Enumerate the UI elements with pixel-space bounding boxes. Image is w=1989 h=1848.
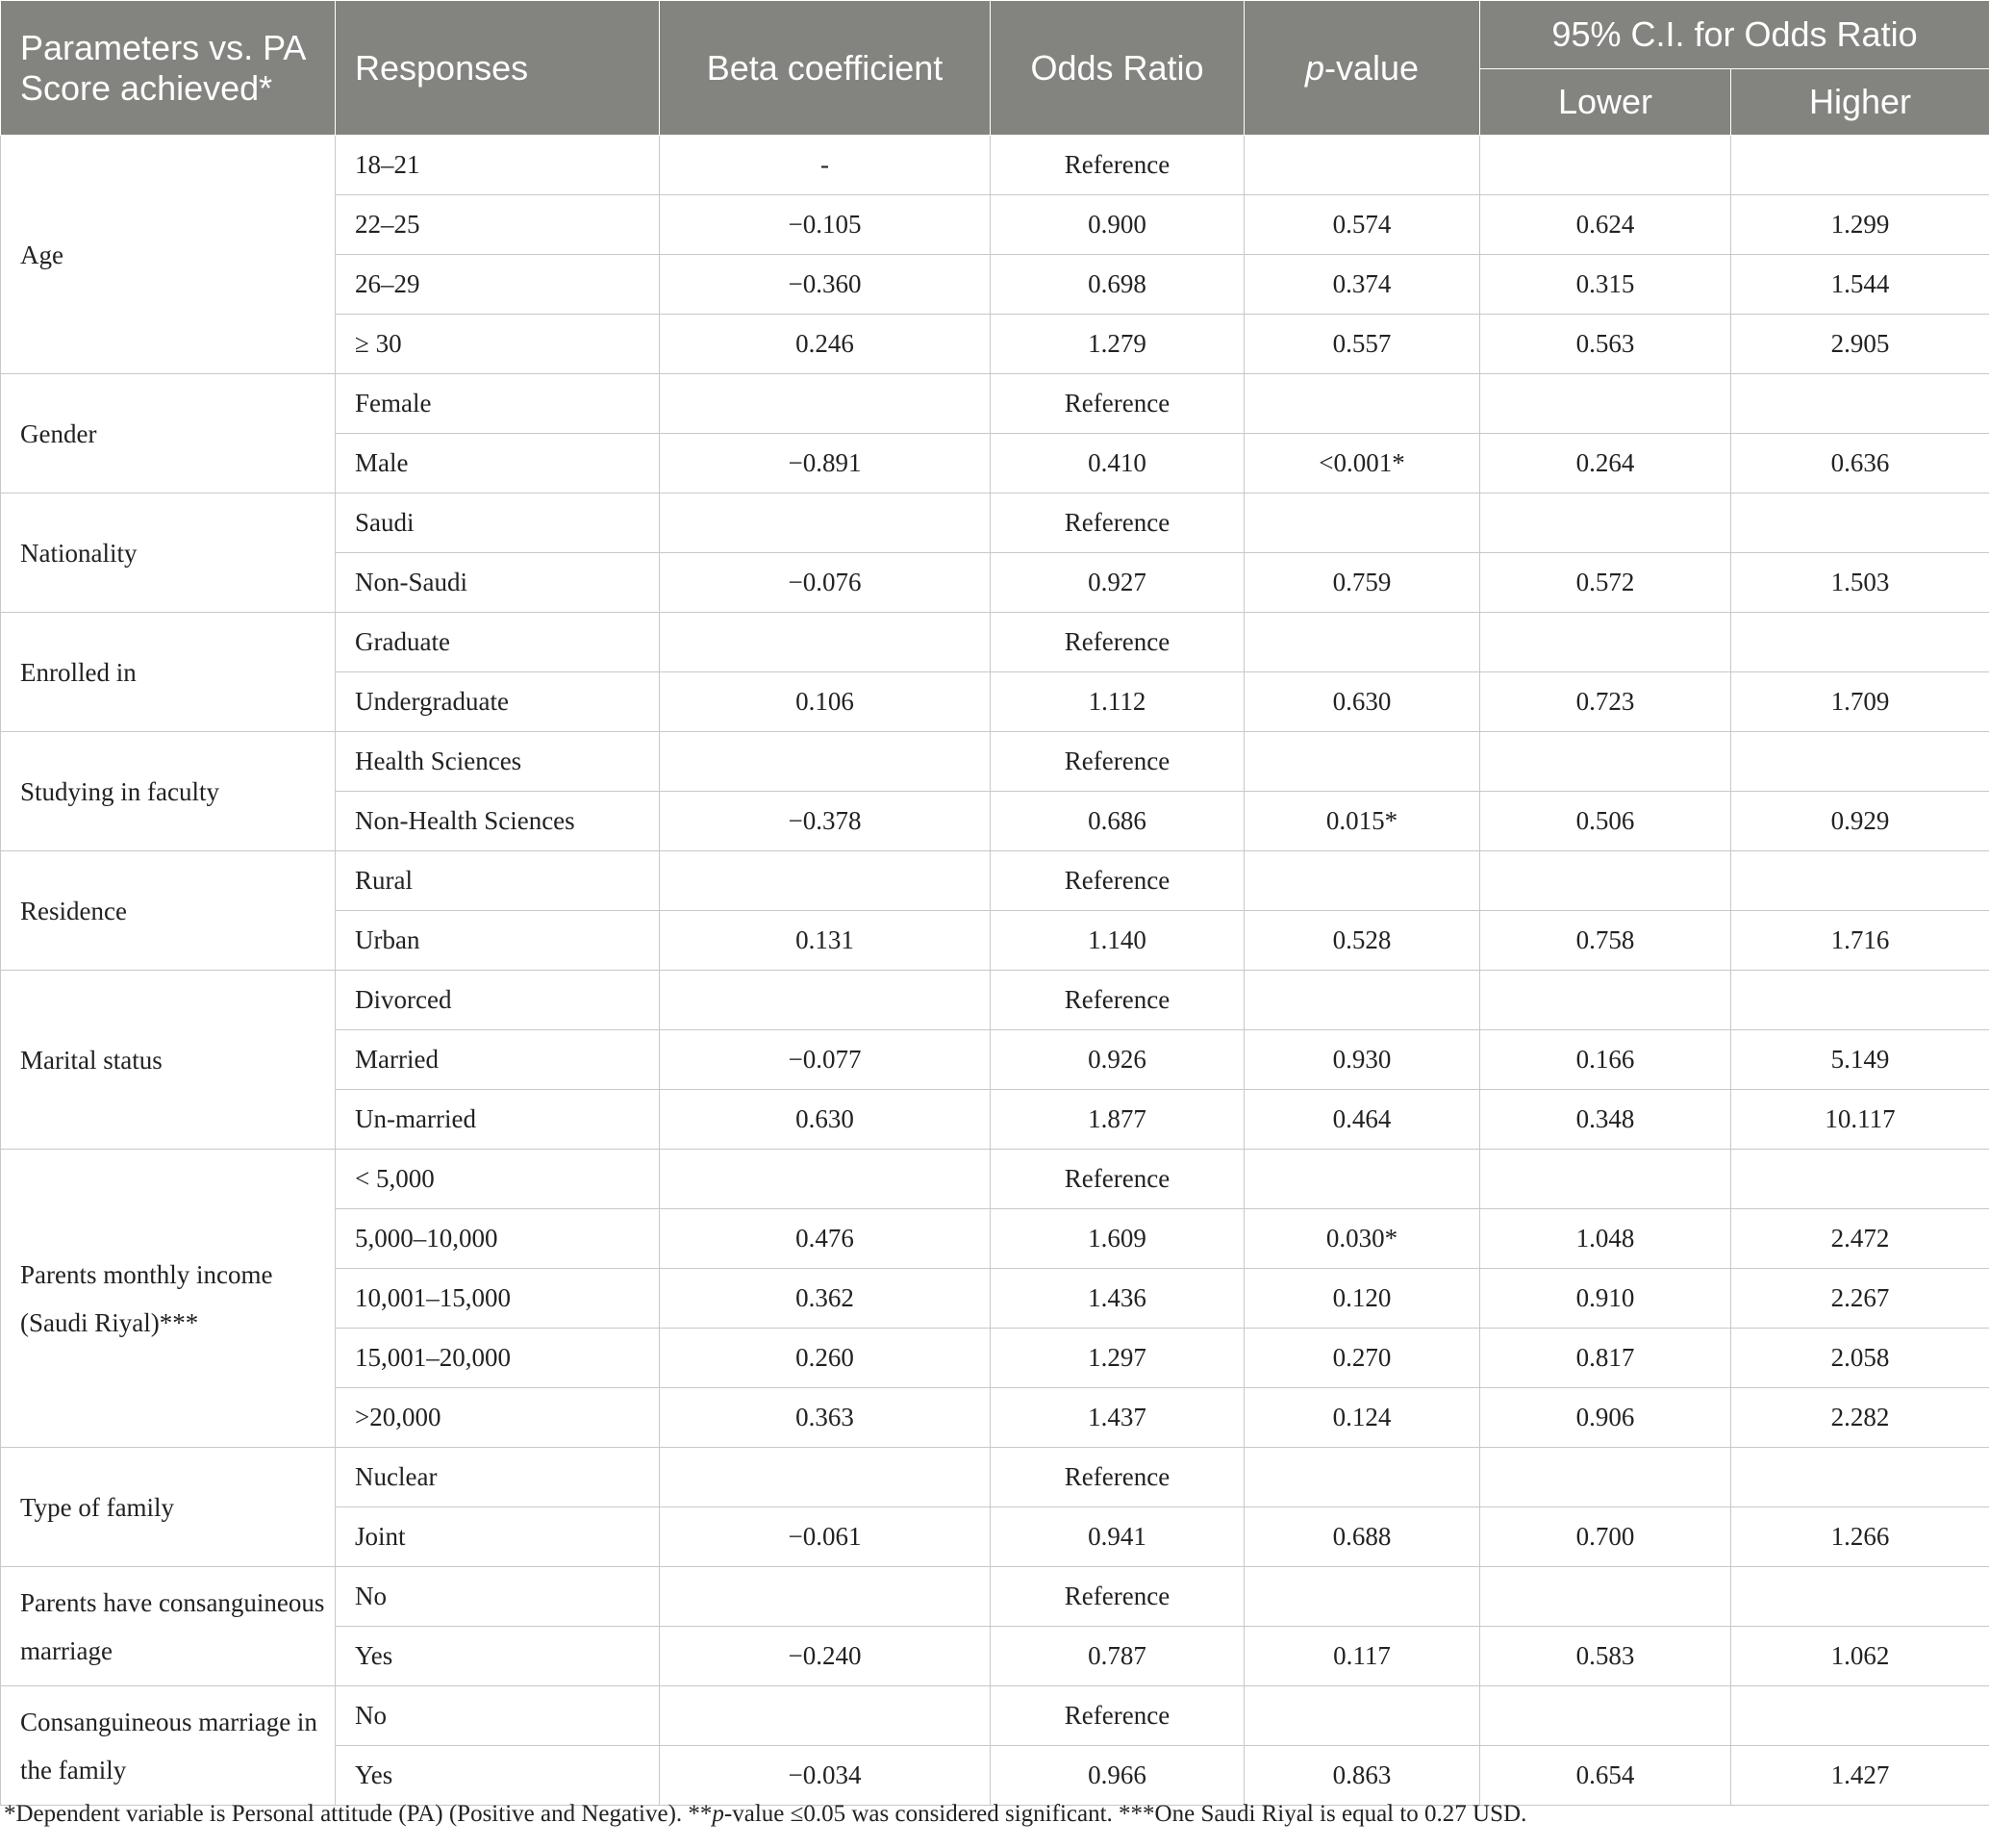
ci-higher-cell <box>1731 732 1989 792</box>
beta-cell: −0.061 <box>660 1507 991 1567</box>
response-cell: Male <box>336 434 660 494</box>
odds-ratio-cell: 1.436 <box>991 1269 1245 1329</box>
p-value-cell: 0.630 <box>1245 672 1480 732</box>
ci-higher-cell: 5.149 <box>1731 1030 1989 1090</box>
header-p-value <box>1245 1 1480 136</box>
odds-ratio-cell: Reference <box>991 732 1245 792</box>
p-value-cell <box>1245 374 1480 434</box>
ci-higher-cell: 1.709 <box>1731 672 1989 732</box>
beta-cell <box>660 613 991 672</box>
odds-ratio-cell: 1.279 <box>991 315 1245 374</box>
response-cell: 10,001–15,000 <box>336 1269 660 1329</box>
odds-ratio-cell: Reference <box>991 136 1245 195</box>
ci-higher-cell <box>1731 374 1989 434</box>
p-value-cell <box>1245 1150 1480 1209</box>
response-cell: ≥ 30 <box>336 315 660 374</box>
p-value-cell: 0.117 <box>1245 1627 1480 1686</box>
ci-higher-cell: 2.058 <box>1731 1329 1989 1388</box>
ci-lower-cell: 1.048 <box>1480 1209 1731 1269</box>
p-value-cell: 0.528 <box>1245 911 1480 971</box>
beta-cell <box>660 1567 991 1627</box>
p-value-cell: 0.759 <box>1245 553 1480 613</box>
beta-cell: 0.260 <box>660 1329 991 1388</box>
odds-ratio-cell: 1.609 <box>991 1209 1245 1269</box>
response-cell: Saudi <box>336 494 660 553</box>
odds-ratio-cell: 0.698 <box>991 255 1245 315</box>
ci-higher-cell: 1.503 <box>1731 553 1989 613</box>
odds-ratio-cell: 1.437 <box>991 1388 1245 1448</box>
response-cell: No <box>336 1686 660 1746</box>
ci-lower-cell: 0.348 <box>1480 1090 1731 1150</box>
ci-lower-cell <box>1480 851 1731 911</box>
ci-lower-cell <box>1480 1448 1731 1507</box>
header-beta: Beta coefficient <box>660 1 991 136</box>
parameter-cell: Enrolled in <box>1 613 336 732</box>
response-cell: Undergraduate <box>336 672 660 732</box>
ci-higher-cell: 1.266 <box>1731 1507 1989 1567</box>
table-row <box>1 613 1989 672</box>
ci-higher-cell <box>1731 851 1989 911</box>
response-cell: Yes <box>336 1746 660 1806</box>
p-value-cell: <0.001* <box>1245 434 1480 494</box>
odds-ratio-cell: Reference <box>991 1686 1245 1746</box>
beta-cell <box>660 732 991 792</box>
ci-higher-cell: 1.427 <box>1731 1746 1989 1806</box>
ci-higher-cell <box>1731 1567 1989 1627</box>
ci-lower-cell: 0.506 <box>1480 792 1731 851</box>
p-value-cell: 0.930 <box>1245 1030 1480 1090</box>
ci-lower-cell: 0.315 <box>1480 255 1731 315</box>
beta-cell: −0.378 <box>660 792 991 851</box>
parameter-cell: Parents have consanguineous marriage <box>1 1567 336 1686</box>
beta-cell: 0.106 <box>660 672 991 732</box>
beta-cell: 0.363 <box>660 1388 991 1448</box>
ci-lower-cell: 0.910 <box>1480 1269 1731 1329</box>
ci-lower-cell: 0.264 <box>1480 434 1731 494</box>
response-cell: Un-married <box>336 1090 660 1150</box>
p-value-cell: 0.374 <box>1245 255 1480 315</box>
beta-cell: 0.131 <box>660 911 991 971</box>
response-cell: Nuclear <box>336 1448 660 1507</box>
p-value-cell: 0.688 <box>1245 1507 1480 1567</box>
ci-lower-cell <box>1480 136 1731 195</box>
odds-ratio-cell: 1.140 <box>991 911 1245 971</box>
odds-ratio-cell: 0.941 <box>991 1507 1245 1567</box>
odds-ratio-cell: Reference <box>991 851 1245 911</box>
odds-ratio-cell: 1.297 <box>991 1329 1245 1388</box>
table-row <box>1 732 1989 792</box>
parameter-cell: Type of family <box>1 1448 336 1567</box>
table-footnote <box>0 1801 1989 1828</box>
table-body <box>1 136 1989 1806</box>
odds-ratio-cell: Reference <box>991 1150 1245 1209</box>
p-value-cell: 0.124 <box>1245 1388 1480 1448</box>
ci-higher-cell <box>1731 1150 1989 1209</box>
ci-higher-cell <box>1731 971 1989 1030</box>
beta-cell <box>660 374 991 434</box>
ci-higher-cell: 1.299 <box>1731 195 1989 255</box>
odds-ratio-cell: 1.877 <box>991 1090 1245 1150</box>
odds-ratio-cell: 0.927 <box>991 553 1245 613</box>
beta-cell: 0.476 <box>660 1209 991 1269</box>
p-value-cell: 0.574 <box>1245 195 1480 255</box>
p-value-cell: 0.863 <box>1245 1746 1480 1806</box>
ci-lower-cell: 0.817 <box>1480 1329 1731 1388</box>
ci-higher-cell: 2.472 <box>1731 1209 1989 1269</box>
odds-ratio-cell: Reference <box>991 1448 1245 1507</box>
table-row <box>1 1150 1989 1209</box>
footnote-p-italic: p <box>712 1801 724 1827</box>
odds-ratio-cell: Reference <box>991 613 1245 672</box>
response-cell: Non-Saudi <box>336 553 660 613</box>
ci-lower-cell <box>1480 1150 1731 1209</box>
odds-ratio-cell: 0.966 <box>991 1746 1245 1806</box>
response-cell: Health Sciences <box>336 732 660 792</box>
p-value-cell: 0.464 <box>1245 1090 1480 1150</box>
response-cell: >20,000 <box>336 1388 660 1448</box>
ci-lower-cell <box>1480 613 1731 672</box>
odds-ratio-cell: 0.926 <box>991 1030 1245 1090</box>
beta-cell: −0.034 <box>660 1746 991 1806</box>
ci-higher-cell <box>1731 494 1989 553</box>
response-cell: Non-Health Sciences <box>336 792 660 851</box>
beta-cell: 0.630 <box>660 1090 991 1150</box>
footnote-part2: -value ≤0.05 was considered significant. ***One Saudi Riyal is equal to 0.27 USD. <box>723 1801 1527 1827</box>
odds-ratio-cell: 0.686 <box>991 792 1245 851</box>
table-row <box>1 851 1989 911</box>
parameter-cell: Nationality <box>1 494 336 613</box>
table-row <box>1 136 1989 195</box>
ci-lower-cell <box>1480 1686 1731 1746</box>
ci-lower-cell: 0.624 <box>1480 195 1731 255</box>
beta-cell <box>660 851 991 911</box>
ci-higher-cell: 0.636 <box>1731 434 1989 494</box>
header-ci: 95% C.I. for Odds Ratio <box>1480 1 1989 69</box>
footnote-part1: *Dependent variable is Personal attitude (PA) (Positive and Negative). ** <box>4 1801 713 1827</box>
beta-cell: −0.105 <box>660 195 991 255</box>
table-row <box>1 494 1989 553</box>
p-value-cell: 0.015* <box>1245 792 1480 851</box>
p-value-cell <box>1245 851 1480 911</box>
p-value-cell <box>1245 136 1480 195</box>
parameter-cell: Age <box>1 136 336 374</box>
ci-lower-cell: 0.563 <box>1480 315 1731 374</box>
ci-higher-cell: 1.716 <box>1731 911 1989 971</box>
beta-cell: −0.360 <box>660 255 991 315</box>
odds-ratio-cell: 0.900 <box>991 195 1245 255</box>
parameter-cell: Studying in faculty <box>1 732 336 851</box>
p-value-cell <box>1245 971 1480 1030</box>
ci-higher-cell: 1.062 <box>1731 1627 1989 1686</box>
beta-cell: 0.362 <box>660 1269 991 1329</box>
beta-cell <box>660 971 991 1030</box>
header-odds-ratio: Odds Ratio <box>991 1 1245 136</box>
table-row <box>1 971 1989 1030</box>
ci-higher-cell <box>1731 1448 1989 1507</box>
table-row <box>1 1686 1989 1746</box>
beta-cell <box>660 494 991 553</box>
response-cell: Female <box>336 374 660 434</box>
table-header <box>1 1 1989 136</box>
p-value-cell: 0.270 <box>1245 1329 1480 1388</box>
p-value-cell: 0.120 <box>1245 1269 1480 1329</box>
ci-lower-cell: 0.758 <box>1480 911 1731 971</box>
ci-higher-cell <box>1731 613 1989 672</box>
beta-cell: −0.240 <box>660 1627 991 1686</box>
p-value-cell <box>1245 1448 1480 1507</box>
ci-higher-cell: 2.282 <box>1731 1388 1989 1448</box>
parameter-cell: Residence <box>1 851 336 971</box>
ci-lower-cell: 0.583 <box>1480 1627 1731 1686</box>
beta-cell: 0.246 <box>660 315 991 374</box>
odds-ratio-cell: Reference <box>991 1567 1245 1627</box>
ci-lower-cell: 0.723 <box>1480 672 1731 732</box>
header-higher: Higher <box>1731 69 1989 136</box>
response-cell: Married <box>336 1030 660 1090</box>
p-value-cell <box>1245 1686 1480 1746</box>
ci-higher-cell: 2.267 <box>1731 1269 1989 1329</box>
ci-lower-cell <box>1480 494 1731 553</box>
response-cell: 18–21 <box>336 136 660 195</box>
beta-cell: −0.891 <box>660 434 991 494</box>
ci-lower-cell <box>1480 374 1731 434</box>
odds-ratio-cell: Reference <box>991 494 1245 553</box>
p-value-cell <box>1245 494 1480 553</box>
response-cell: Joint <box>336 1507 660 1567</box>
ci-lower-cell <box>1480 971 1731 1030</box>
parameter-cell: Gender <box>1 374 336 494</box>
response-cell: < 5,000 <box>336 1150 660 1209</box>
parameter-cell: Marital status <box>1 971 336 1150</box>
ci-lower-cell: 0.654 <box>1480 1746 1731 1806</box>
ci-higher-cell: 2.905 <box>1731 315 1989 374</box>
ci-higher-cell <box>1731 1686 1989 1746</box>
ci-lower-cell: 0.906 <box>1480 1388 1731 1448</box>
beta-cell: −0.076 <box>660 553 991 613</box>
response-cell: No <box>336 1567 660 1627</box>
header-lower: Lower <box>1480 69 1731 136</box>
ci-lower-cell <box>1480 732 1731 792</box>
odds-ratio-cell: Reference <box>991 971 1245 1030</box>
response-cell: Rural <box>336 851 660 911</box>
table-row <box>1 374 1989 434</box>
response-cell: Yes <box>336 1627 660 1686</box>
table-row <box>1 1567 1989 1627</box>
ci-lower-cell: 0.572 <box>1480 553 1731 613</box>
parameter-cell: Parents monthly income (Saudi Riyal)*** <box>1 1150 336 1448</box>
p-value-cell <box>1245 613 1480 672</box>
odds-ratio-cell: 0.787 <box>991 1627 1245 1686</box>
odds-ratio-cell: 0.410 <box>991 434 1245 494</box>
header-responses: Responses <box>336 1 660 136</box>
header-parameters: Parameters vs. PA Score achieved* <box>1 1 336 136</box>
beta-cell <box>660 1150 991 1209</box>
p-value-cell: 0.557 <box>1245 315 1480 374</box>
ci-lower-cell: 0.700 <box>1480 1507 1731 1567</box>
p-value-cell <box>1245 1567 1480 1627</box>
table-row <box>1 1448 1989 1507</box>
response-cell: 5,000–10,000 <box>336 1209 660 1269</box>
response-cell: 15,001–20,000 <box>336 1329 660 1388</box>
p-value-cell: 0.030* <box>1245 1209 1480 1269</box>
p-value-cell <box>1245 732 1480 792</box>
response-cell: 22–25 <box>336 195 660 255</box>
beta-cell: −0.077 <box>660 1030 991 1090</box>
ci-lower-cell <box>1480 1567 1731 1627</box>
header-p-italic: p <box>1304 47 1324 88</box>
parameter-cell: Consanguineous marriage in the family <box>1 1686 336 1806</box>
ci-higher-cell: 1.544 <box>1731 255 1989 315</box>
odds-ratio-cell: Reference <box>991 374 1245 434</box>
beta-cell <box>660 1448 991 1507</box>
ci-higher-cell: 10.117 <box>1731 1090 1989 1150</box>
odds-ratio-cell: 1.112 <box>991 672 1245 732</box>
beta-cell: - <box>660 136 991 195</box>
response-cell: 26–29 <box>336 255 660 315</box>
beta-cell <box>660 1686 991 1746</box>
response-cell: Divorced <box>336 971 660 1030</box>
ci-higher-cell: 0.929 <box>1731 792 1989 851</box>
ci-lower-cell: 0.166 <box>1480 1030 1731 1090</box>
response-cell: Urban <box>336 911 660 971</box>
header-p-rest: -value <box>1323 47 1420 88</box>
ci-higher-cell <box>1731 136 1989 195</box>
response-cell: Graduate <box>336 613 660 672</box>
